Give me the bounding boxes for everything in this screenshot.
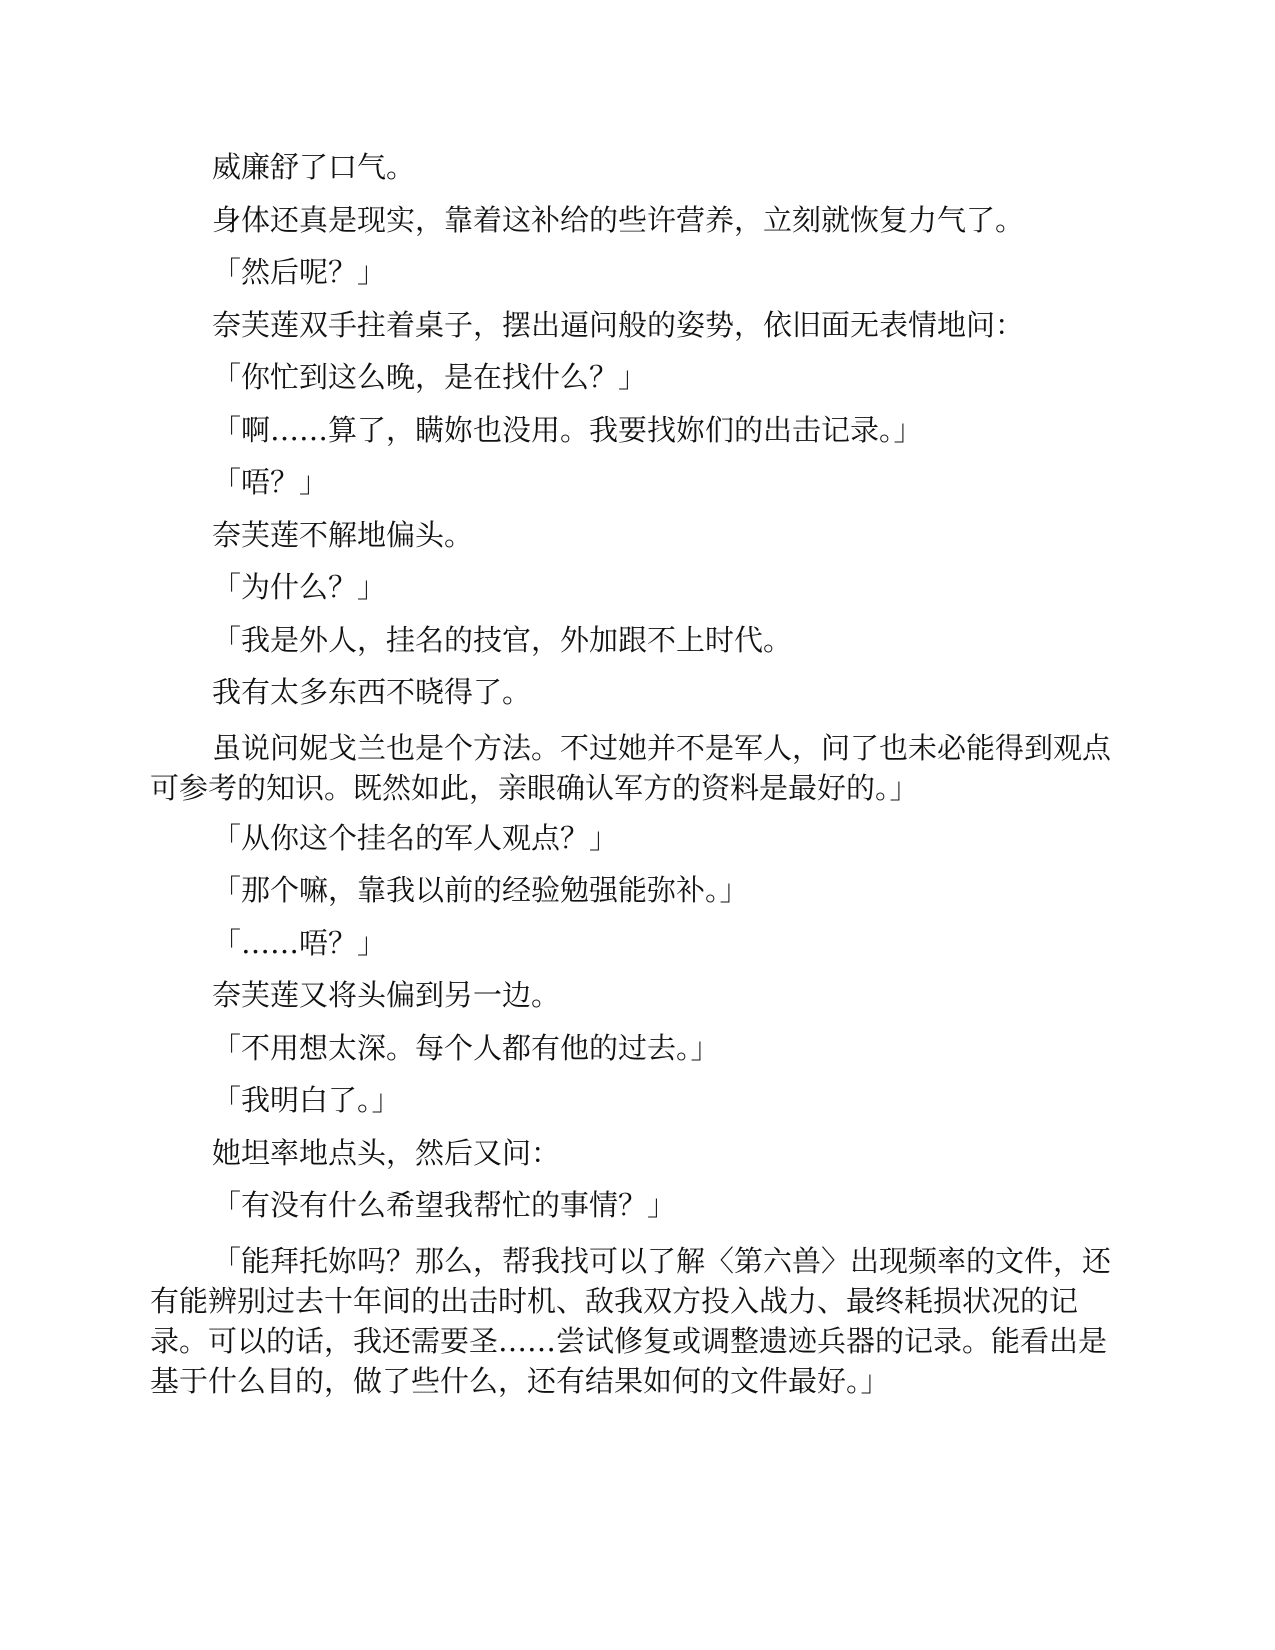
paragraph: 「我明白了。」 (212, 1083, 401, 1117)
paragraph: 「能拜托妳吗？那么，帮我找可以了解〈第六兽〉出现频率的文件，还有能辨别过去十年间的出击时机、敌我双方投入战力、最终耗损状况的记录。可以的话，我还需要圣……尝试修复或调整遗迹兵器的记录。能看出是基于什么目的，做了些什么，还有结果如何的文件最好。」 (150, 1243, 1112, 1398)
paragraph: 「那个嘛，靠我以前的经验勉强能弥补。」 (212, 873, 749, 907)
paragraph: 「从你这个挂名的军人观点？」 (212, 820, 619, 855)
paragraph: 奈芙莲双手拄着桌子，摆出逼问般的姿势，依旧面无表情地问： (212, 307, 1025, 342)
paragraph: 「不用想太深。每个人都有他的过去。」 (212, 1030, 720, 1065)
paragraph: 「我是外人，挂名的技官，外加跟不上时代。 (212, 622, 793, 657)
paragraph: 她坦率地点头，然后又问： (212, 1135, 561, 1170)
paragraph: 「为什么？」 (212, 570, 387, 604)
paragraph: 「……唔？」 (212, 925, 387, 960)
paragraph: 身体还真是现实，靠着这补给的些许营养，立刻就恢复力气了。 (212, 202, 1025, 237)
paragraph: 「然后呢？」 (212, 255, 387, 289)
paragraph: 威廉舒了口气。 (212, 150, 416, 184)
paragraph: 奈芙莲不解地偏头。 (212, 517, 474, 552)
paragraph: 奈芙莲又将头偏到另一边。 (212, 978, 561, 1012)
paragraph: 虽说问妮戈兰也是个方法。不过她并不是军人，问了也未必能得到观点可参考的知识。既然如此，亲眼确认军方的资料是最好的。」 (150, 730, 1112, 805)
paragraph: 「唔？」 (212, 465, 329, 499)
paragraph: 我有太多东西不晓得了。 (212, 675, 532, 709)
paragraph: 「你忙到这么晚，是在找什么？」 (212, 360, 648, 394)
paragraph: 「有没有什么希望我帮忙的事情？」 (212, 1188, 677, 1222)
document-body (150, 150, 1125, 1401)
paragraph: 「啊……算了，瞒妳也没用。我要找妳们的出击记录。」 (212, 412, 923, 447)
